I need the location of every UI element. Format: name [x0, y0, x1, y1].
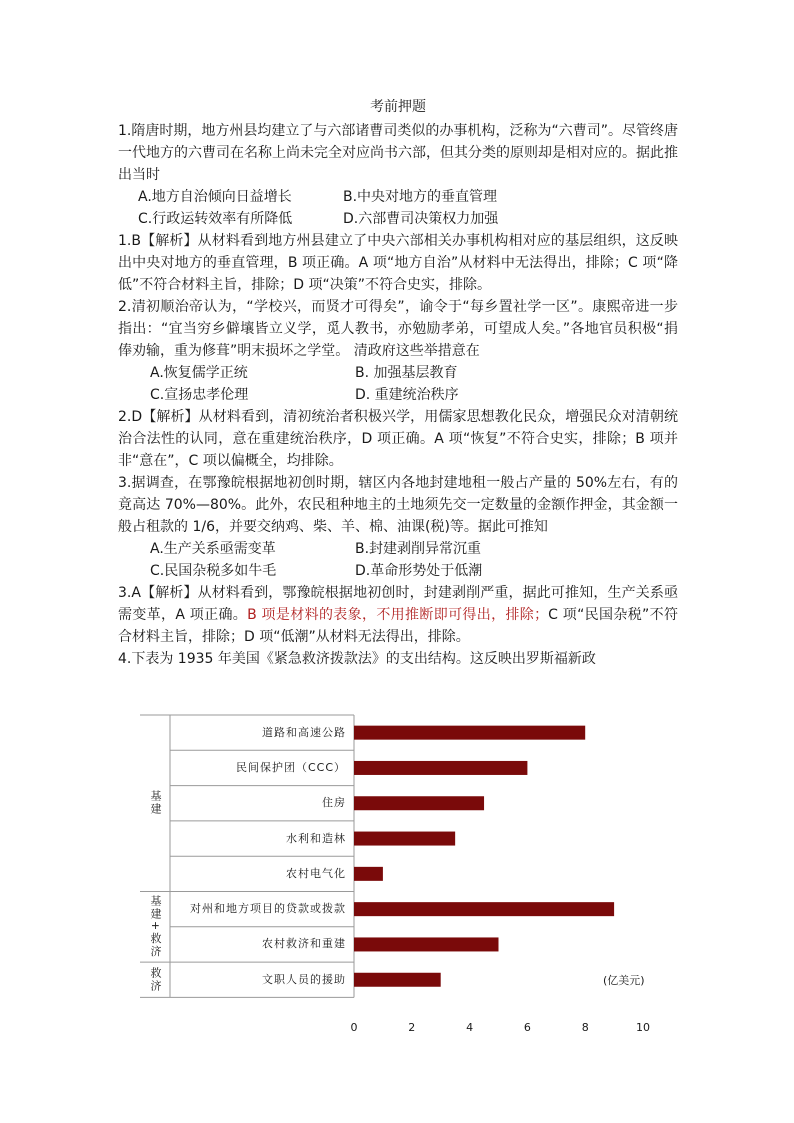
q3-answer-part1: 3.A【解析】从材料看到，鄂豫皖根据地初创时，封建剥削严重，据此可推知，生产关系亟需变革，A 项正确。: [118, 585, 678, 623]
category-label: 水利和造林: [286, 831, 346, 845]
q3-option-a: A.生产关系亟需变革: [150, 541, 276, 557]
bar: [354, 761, 527, 775]
q3-option-b: B.封建剥削异常沉重: [355, 541, 482, 557]
bar: [354, 796, 484, 810]
category-label: 住房: [322, 796, 346, 810]
q2-option-b: B. 加强基层教育: [355, 365, 458, 381]
q3-answer-part2: C 项“民国杂税”不符合材料主旨，排除；D 项“低潮”从材料无法得出，排除。: [118, 607, 679, 645]
x-tick-label: 10: [636, 1021, 650, 1035]
category-label: 农村救济和重建: [262, 937, 346, 951]
x-tick-label: 2: [408, 1021, 416, 1035]
page-title: 考前押题: [370, 99, 426, 115]
x-tick-label: 8: [581, 1021, 589, 1035]
bar: [354, 937, 499, 951]
q3-answer-highlight: B 项是材料的表象，不用推断即可得出，排除；: [247, 607, 549, 623]
group-label: 救济: [149, 966, 162, 993]
category-label: 民间保护团（CCC）: [235, 760, 346, 774]
q1-option-b: B.中央对地方的垂直管理: [343, 189, 498, 205]
q2-option-d: D. 重建统治秩序: [355, 387, 459, 403]
q1-answer: 1.B【解析】从材料看到地方州县建立了中央六部相关办事机构相对应的基层组织，这反映出中央对地方的垂直管理，B 项正确。A 项“地方自治”从材料中无法得出，排除；C 项“降低”不符合材料主旨，排除；D 项“决策”不符合史实，排除。: [118, 233, 678, 293]
bar: [354, 902, 614, 916]
q3-stem: 3.据调查，在鄂豫皖根据地初创时期，辖区内各地封建地租一般占产量的 50%左右，有的竟高达 70%—80%。此外，农民租种地主的土地须先交一定数量的金额作押金，其金额一般占租款的 1/6，并要交纳鸡、柴、羊、棉、油课(税)等。据此可推知: [118, 475, 678, 535]
category-label: 对州和地方项目的贷款或拨款: [190, 902, 346, 916]
q3-option-d: D.革命形势处于低潮: [355, 563, 483, 579]
bar: [354, 726, 585, 740]
group-label: 基建: [149, 790, 162, 817]
q1-option-d: D.六部曹司决策权力加强: [343, 211, 499, 227]
q2-option-c: C.宣扬忠孝伦理: [150, 387, 249, 403]
bar: [354, 832, 455, 846]
chart-canvas: [140, 712, 680, 1012]
q2-options: [118, 362, 678, 406]
bar: [354, 867, 383, 881]
x-tick-label: 0: [350, 1021, 358, 1035]
group-label: 基建+救济: [149, 895, 162, 959]
q4-stem: 4.下表为 1935 年美国《紧急救济拨款法》的支出结构。这反映出罗斯福新政: [118, 651, 596, 667]
category-label: 文职人员的援助: [262, 972, 346, 986]
expenditure-bar-chart: [140, 712, 680, 1035]
x-tick-label: 6: [523, 1021, 531, 1035]
unit-label: (亿美元): [603, 974, 645, 988]
q3-answer: [118, 582, 678, 648]
q2-option-a: A.恢复儒学正统: [150, 365, 248, 381]
q3-options: [118, 538, 678, 582]
exam-document: [118, 96, 678, 670]
q1-option-a: A.地方自治倾向日益增长: [138, 189, 292, 205]
category-label: 道路和高速公路: [262, 725, 346, 739]
q1-option-c: C.行政运转效率有所降低: [138, 211, 293, 227]
x-tick-label: 4: [466, 1021, 474, 1035]
bar: [354, 973, 441, 987]
category-label: 农村电气化: [286, 866, 346, 880]
q2-answer: 2.D【解析】从材料看到，清初统治者积极兴学，用儒家思想教化民众，增强民众对清朝统治合法性的认同，意在重建统治秩序，D 项正确。A 项“恢复”不符合史实，排除；B 项并非“意在”，C 项以偏概全，均排除。: [118, 409, 678, 469]
q1-stem: 1.隋唐时期，地方州县均建立了与六部诸曹司类似的办事机构，泛称为“六曹司”。尽管终唐一代地方的六曹司在名称上尚未完全对应尚书六部，但其分类的原则却是相对应的。据此推出当时: [118, 123, 678, 183]
q1-options: [118, 186, 678, 230]
q3-option-c: C.民国杂税多如牛毛: [150, 563, 277, 579]
q2-stem: 2.清初顺治帝认为，“学校兴，而贤才可得矣”，谕令于“每乡置社学一区”。康熙帝进一步指出：“宜当穷乡僻壤皆立义学，觅人教书，亦勉励孝弟，可望成人矣。”各地官员积极“捐俸劝输，重为修葺”明末损坏之学堂。 清政府这些举措意在: [118, 299, 678, 359]
